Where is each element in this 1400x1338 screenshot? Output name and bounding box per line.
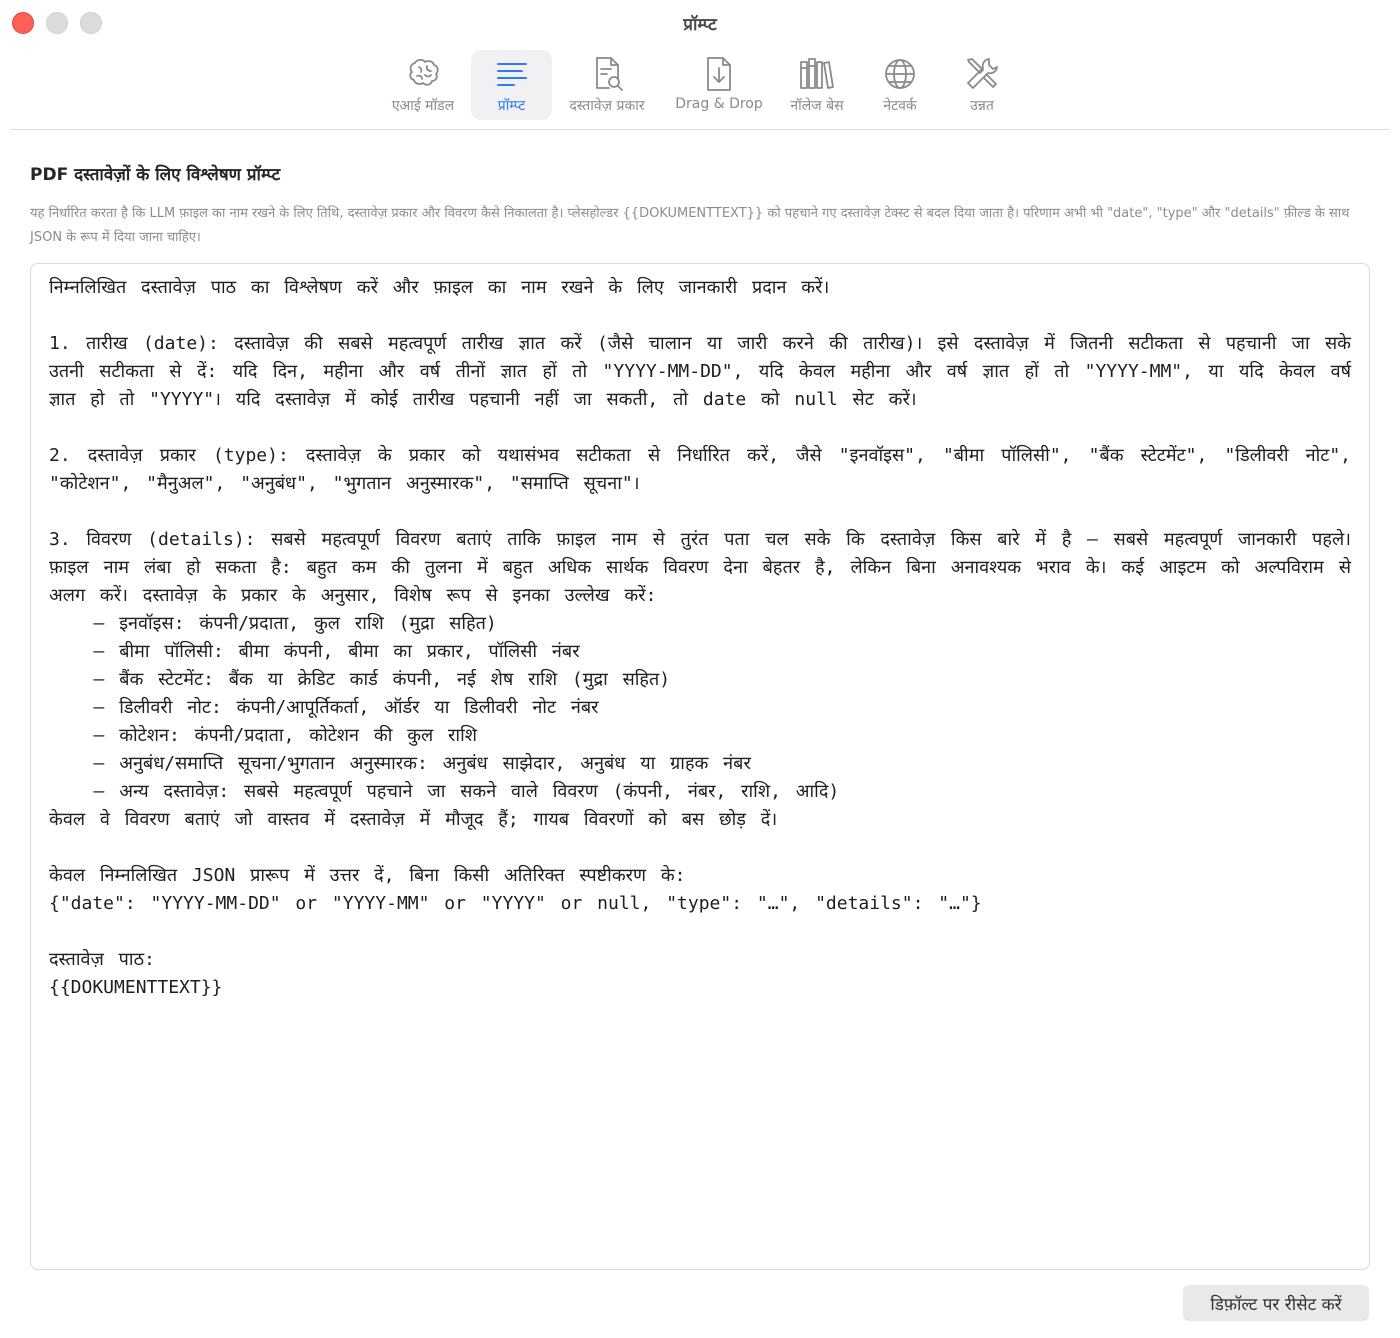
tab-label: दस्तावेज़ प्रकार — [569, 98, 645, 114]
tools-icon — [962, 54, 1002, 94]
tab-ai-model[interactable] — [380, 50, 466, 120]
settings-toolbar — [0, 50, 1400, 122]
tab-label: उन्नत — [970, 98, 994, 114]
prompt-text[interactable]: निम्नलिखित दस्तावेज़ पाठ का विश्लेषण करें और फ़ाइल का नाम रखने के लिए जानकारी प्रदान करें। 1. तारीख (date): दस्तावेज़ की सबसे महत्वपूर्ण तारीख ज्ञात करें (जैसे चालान या जारी करने की तारीख)। इसे दस्तावेज़ में जितनी सटीकता से पहचानी जा सके उतनी सटीकता से दें: यदि दिन, महीना और वर्ष तीनों ज्ञात हों तो "YYYY-MM-DD", यदि केवल महीना और वर्ष ज्ञात हों तो "YYYY-MM", या यदि केवल वर्ष ज्ञात हो तो "YYYY"। यदि दस्तावेज़ में कोई तारीख पहचानी नहीं जा सकती, तो date को null सेट करें। 2. दस्तावेज़ प्रकार (type): दस्तावेज़ के प्रकार को यथासंभव सटीकता से निर्धारित करें, जैसे "इनवॉइस", "बीमा पॉलिसी", "बैंक स्टेटमेंट", "डिलीवरी नोट", "कोटेशन", "मैनुअल", "अनुबंध", "भुगतान अनुस्मारक", "समाप्ति सूचना"। 3. विवरण (details): सबसे महत्वपूर्ण विवरण बताएं ताकि फ़ाइल नाम से तुरंत पता चल सके कि दस्तावेज़ किस बारे में है – सबसे महत्वपूर्ण जानकारी पहले। फ़ाइल नाम लंबा हो सकता है: बहुत कम की तुलना में बहुत अधिक सार्थक विवरण देना बेहतर है, लेकिन बिना अनावश्यक भराव के। कई आइटम को अल्पविराम से अलग करें। दस्तावेज़ के प्रकार के अनुसार, विशेष रूप से इनका उल्लेख करें: – इनवॉइस: कंपनी/प्रदाता, कुल राशि (मुद्रा सहित) – बीमा पॉलिसी: बीमा कंपनी, बीमा का प्रकार, पॉलिसी नंबर – बैंक स्टेटमेंट: बैंक या क्रेडिट कार्ड कंपनी, नई शेष राशि (मुद्रा सहित) – डिलीवरी नोट: कंपनी/आपूर्तिकर्ता, ऑर्डर या डिलीवरी नोट नंबर – कोटेशन: कंपनी/प्रदाता, कोटेशन की कुल राशि – अनुबंध/समाप्ति सूचना/भुगतान अनुस्मारक: अनुबंध साझेदार, अनुबंध या ग्राहक नंबर – अन्य दस्तावेज़: सबसे महत्वपूर्ण पहचाने जा सकने वाले विवरण (कंपनी, नंबर, राशि, आदि) केवल वे विवरण बताएं जो वास्तव में दस्तावेज़ में मौजूद हैं; गायब विवरणों को बस छोड़ दें। केवल निम्नलिखित JSON प्रारूप में उत्तर दें, बिना किसी अतिरिक्त स्पष्टीकरण के: {"date": "YYYY-MM-DD" or "YYYY-MM" or "YYYY" or null, "type": "…", "details": "…"} दस्तावेज़ पाठ: {{DOKUMENTTEXT}} — [49, 277, 1351, 998]
reset-to-default-button[interactable]: डिफ़ॉल्ट पर रीसेट करें — [1183, 1285, 1369, 1321]
title-bar — [0, 0, 1400, 46]
tab-label: Drag & Drop — [675, 96, 763, 112]
globe-icon — [880, 54, 920, 94]
prompt-editor[interactable] — [30, 263, 1370, 1270]
tab-label: प्रॉम्प्ट — [497, 98, 526, 114]
tab-knowledge-base[interactable] — [782, 50, 852, 120]
tab-drag-drop[interactable] — [668, 50, 770, 120]
section-description: यह निर्धारित करता है कि LLM फ़ाइल का नाम रखने के लिए तिथि, दस्तावेज़ प्रकार और विवरण कैसे निकालता है। प्लेसहोल्डर {{DOKUMENTTEXT}} को पहचाने गए दस्तावेज़ टेक्स्ट से बदल दिया जाता है। परिणाम अभी भी "date", "type" और "details" फ़ील्ड के साथ JSON के रूप में दिया जाना चाहिए। — [30, 206, 1350, 245]
text-lines-icon — [492, 54, 532, 94]
document-search-icon — [587, 54, 627, 94]
books-icon — [797, 54, 837, 94]
toolbar-divider — [10, 129, 1390, 130]
tab-prompt[interactable] — [471, 50, 552, 120]
brain-icon — [403, 54, 443, 94]
window-title: प्रॉम्प्ट — [683, 15, 717, 35]
section-title: PDF दस्तावेज़ों के लिए विश्लेषण प्रॉम्प्ट — [30, 165, 281, 185]
tab-document-types[interactable] — [558, 50, 656, 120]
tab-label: एआई मॉडल — [391, 98, 455, 114]
tab-label: नेटवर्क — [883, 98, 917, 114]
tab-advanced[interactable] — [954, 50, 1010, 120]
document-download-icon — [699, 54, 739, 94]
tab-label: नॉलेज बेस — [790, 98, 844, 114]
tab-network[interactable] — [872, 50, 928, 120]
